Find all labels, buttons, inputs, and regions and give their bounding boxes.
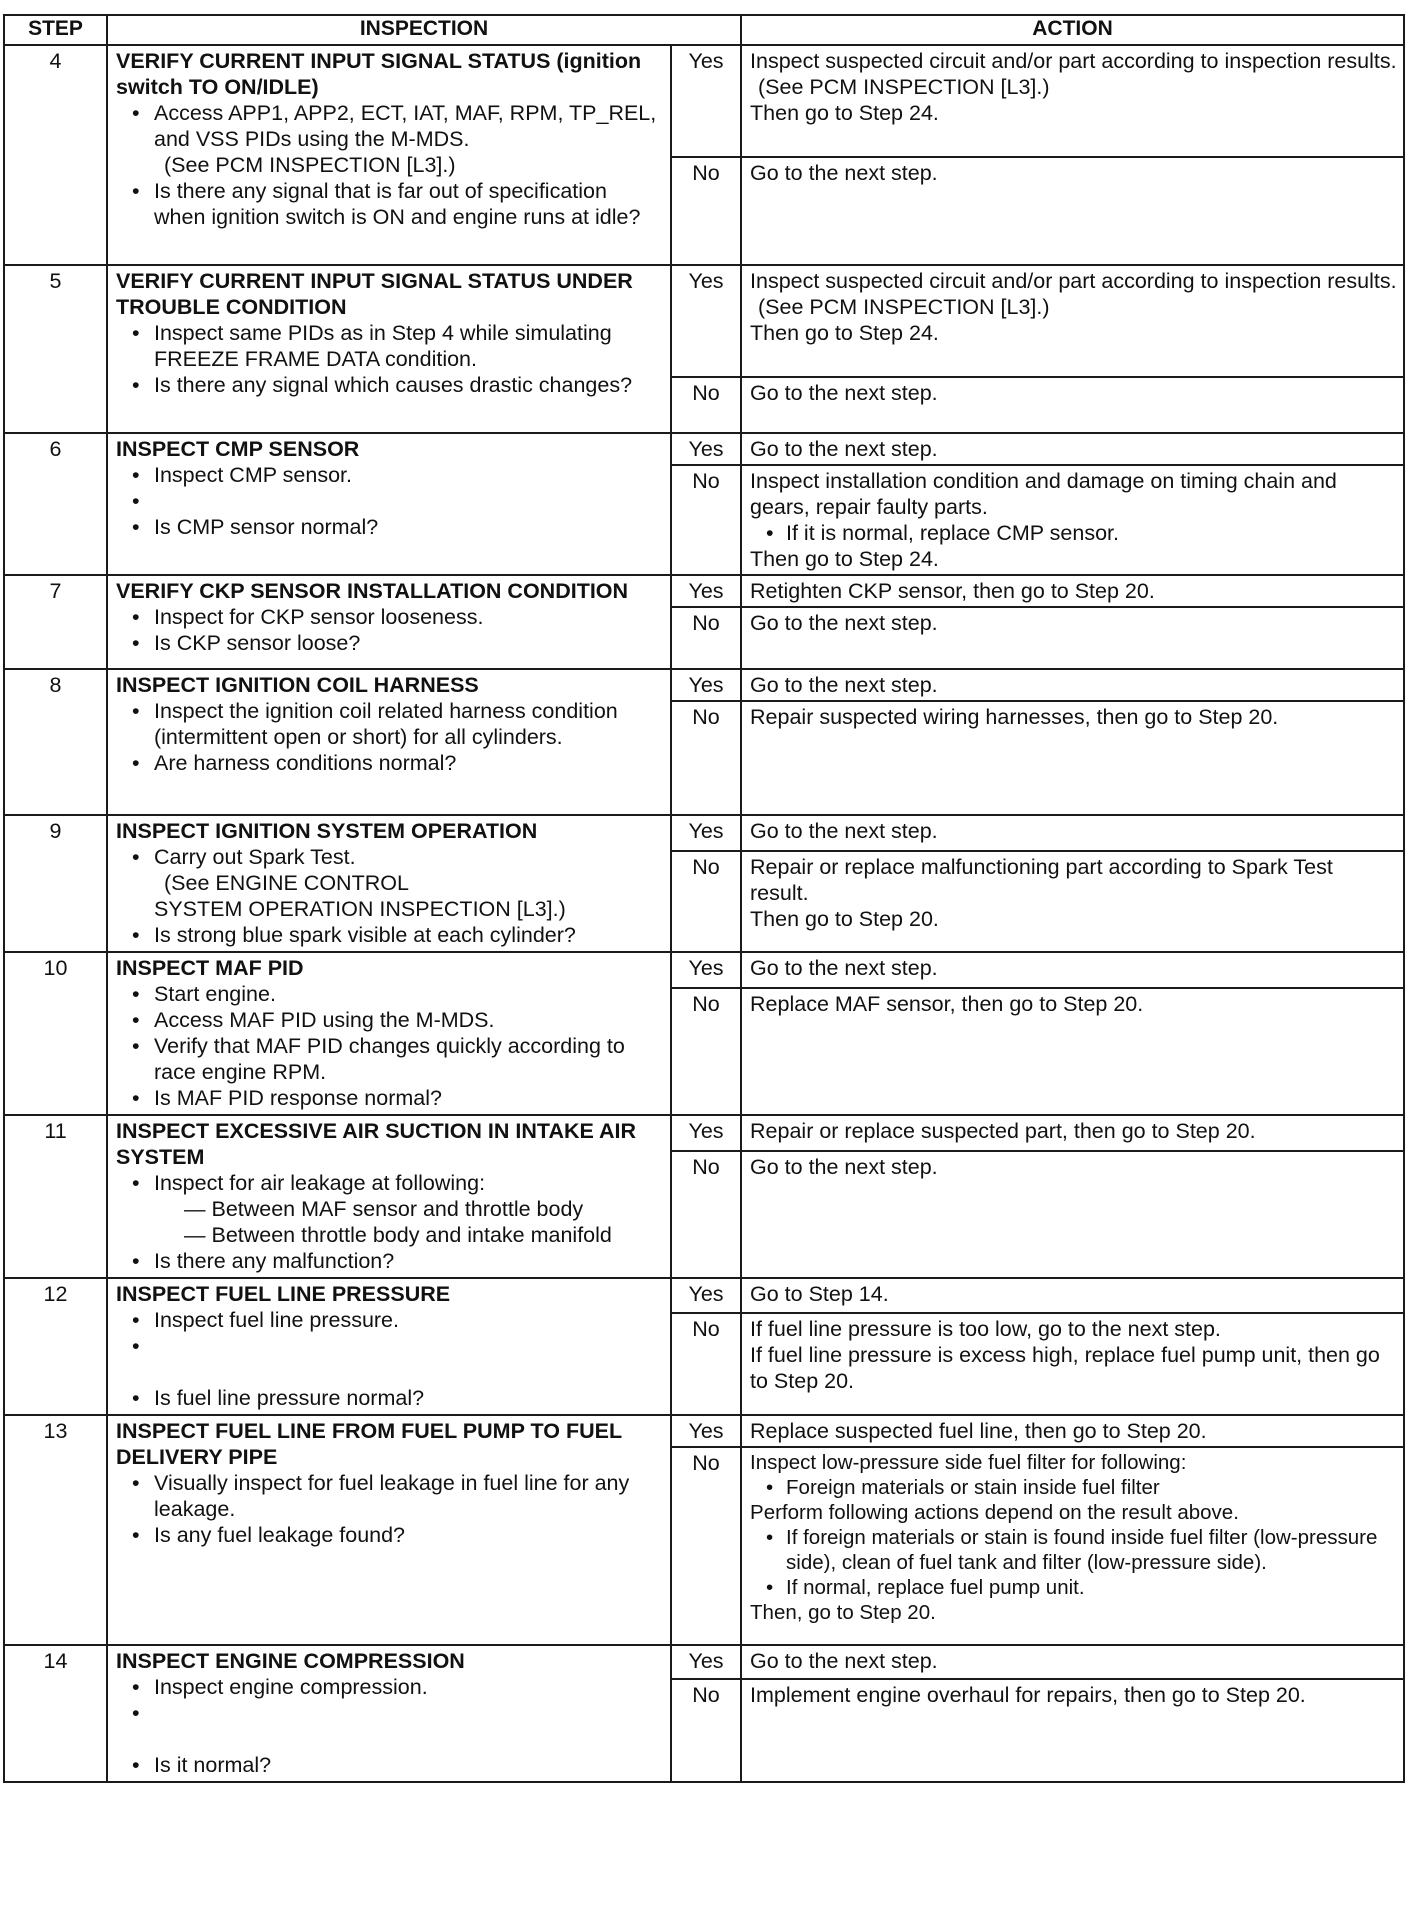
table-row — [4, 265, 1404, 377]
reference: (See PCM INSPECTION [L3].) — [758, 295, 1050, 319]
no-label: No — [671, 1447, 741, 1645]
step-title: INSPECT MAF PID — [116, 956, 304, 980]
no-action: If fuel line pressure is too low, go to the next step. If fuel line pressure is excess high, replace fuel pump unit, then go to Step 20. — [741, 1313, 1404, 1415]
inspection-question: • Is it normal? — [116, 1752, 664, 1778]
step-number: 13 — [4, 1415, 107, 1645]
action-bullet: • If foreign materials or stain is found inside fuel filter (low-pressure side), clean of fuel tank and filter (low-pressure side). — [750, 1525, 1397, 1575]
yes-label: Yes — [671, 575, 741, 607]
inspection-cell — [107, 45, 671, 265]
yes-action: Go to the next step. — [741, 815, 1404, 851]
inspection-question: • Is there any signal which causes drastic changes? — [116, 372, 664, 398]
action-bullet: • If normal, replace fuel pump unit. — [750, 1575, 1397, 1600]
yes-action: Go to the next step. — [741, 1645, 1404, 1679]
no-label: No — [671, 377, 741, 433]
inspection-cell — [107, 1645, 671, 1782]
step-number: 6 — [4, 433, 107, 575]
inspection-bullet: • Verify that MAF PID changes quickly according to race engine RPM. — [116, 1033, 664, 1085]
no-label: No — [671, 465, 741, 575]
inspection-question: • Is any fuel leakage found? — [116, 1522, 664, 1548]
inspection-cell — [107, 1115, 671, 1278]
yes-action: Go to the next step. — [741, 433, 1404, 465]
no-action: Repair or replace malfunctioning part according to Spark Test result. Then go to Step 20. — [741, 851, 1404, 952]
inspection-cell — [107, 669, 671, 815]
reference: SYSTEM OPERATION INSPECTION [L3].) — [154, 897, 566, 921]
step-title: INSPECT FUEL LINE FROM FUEL PUMP TO FUEL DELIVERY PIPE — [116, 1419, 622, 1469]
inspection-question: • Is CMP sensor normal? — [116, 514, 664, 540]
inspection-cell — [107, 815, 671, 952]
yes-label: Yes — [671, 45, 741, 157]
yes-action: Inspect suspected circuit and/or part according to inspection results. (See PCM INSPECTION [L3].) Then go to Step 24. — [741, 265, 1404, 377]
inspection-bullet: • Inspect same PIDs as in Step 4 while simulating FREEZE FRAME DATA condition. — [116, 320, 664, 372]
inspection-bullet: • Inspect CMP sensor. — [116, 462, 664, 488]
inspection-bullet: • Access APP1, APP2, ECT, IAT, MAF, RPM, TP_REL, and VSS PIDs using the M-MDS. (See PCM INSPECTION [L3].) — [116, 100, 664, 178]
no-action: Replace MAF sensor, then go to Step 20. — [741, 988, 1404, 1115]
inspection-question: • Is CKP sensor loose? — [116, 630, 664, 656]
yes-label: Yes — [671, 952, 741, 988]
inspection-cell — [107, 952, 671, 1115]
yes-label: Yes — [671, 1415, 741, 1447]
inspection-bullet: • Inspect for CKP sensor looseness. — [116, 604, 664, 630]
yes-action: Go to the next step. — [741, 669, 1404, 701]
inspection-bullet: • Access MAF PID using the M-MDS. — [116, 1007, 664, 1033]
yes-label: Yes — [671, 265, 741, 377]
no-label: No — [671, 851, 741, 952]
action-bullet: • Foreign materials or stain inside fuel filter — [750, 1475, 1397, 1500]
table-row — [4, 952, 1404, 988]
inspection-bullet: • Carry out Spark Test. (See ENGINE CONTROL SYSTEM OPERATION INSPECTION [L3].) — [116, 844, 664, 922]
table-header-row — [4, 15, 1404, 45]
step-title: VERIFY CURRENT INPUT SIGNAL STATUS (ignition switch TO ON/IDLE) — [116, 49, 642, 99]
step-title: INSPECT ENGINE COMPRESSION — [116, 1649, 465, 1673]
step-number: 5 — [4, 265, 107, 433]
reference: (See PCM INSPECTION [L3].) — [164, 153, 456, 177]
reference: (See PCM INSPECTION [L3].) — [758, 75, 1050, 99]
no-label: No — [671, 1679, 741, 1782]
step-number: 7 — [4, 575, 107, 669]
action-bullet: • If it is normal, replace CMP sensor. — [750, 520, 1397, 546]
yes-label: Yes — [671, 1278, 741, 1313]
no-label: No — [671, 1313, 741, 1415]
table-row — [4, 1115, 1404, 1151]
reference: (See ENGINE CONTROL — [164, 871, 409, 895]
no-action: Go to the next step. — [741, 1151, 1404, 1278]
table-row — [4, 1645, 1404, 1679]
header-step: STEP — [4, 15, 107, 45]
step-title: INSPECT CMP SENSOR — [116, 437, 360, 461]
step-number: 14 — [4, 1645, 107, 1782]
table-row — [4, 575, 1404, 607]
yes-label: Yes — [671, 815, 741, 851]
inspection-cell — [107, 433, 671, 575]
yes-action: Retighten CKP sensor, then go to Step 20. — [741, 575, 1404, 607]
no-action: Inspect low-pressure side fuel filter for following: • Foreign materials or stain inside fuel filter Perform following actions depend on the result above. • If foreign materials or stain is found inside fuel filter (low-pressure side), clean of fuel tank and filter (low-pressure side). • If normal, replace fuel pump unit. Then, go to Step 20. — [741, 1447, 1404, 1645]
yes-label: Yes — [671, 669, 741, 701]
no-action: Inspect installation condition and damage on timing chain and gears, repair faulty parts. • If it is normal, replace CMP sensor. Then go to Step 24. — [741, 465, 1404, 575]
step-number: 11 — [4, 1115, 107, 1278]
inspection-bullet: • Inspect engine compression. — [116, 1674, 664, 1700]
table-row — [4, 1415, 1404, 1447]
yes-action: Replace suspected fuel line, then go to Step 20. — [741, 1415, 1404, 1447]
dash-item: — Between MAF sensor and throttle body — [184, 1197, 584, 1221]
yes-label: Yes — [671, 433, 741, 465]
step-number: 4 — [4, 45, 107, 265]
inspection-bullet: • Inspect the ignition coil related harness condition (intermittent open or short) for all cylinders. — [116, 698, 664, 750]
step-number: 9 — [4, 815, 107, 952]
inspection-question: • Is strong blue spark visible at each cylinder? — [116, 922, 664, 948]
yes-label: Yes — [671, 1645, 741, 1679]
step-title: INSPECT EXCESSIVE AIR SUCTION IN INTAKE AIR SYSTEM — [116, 1119, 637, 1169]
table-row — [4, 1278, 1404, 1313]
yes-action: Inspect suspected circuit and/or part according to inspection results. (See PCM INSPECTION [L3].) Then go to Step 24. — [741, 45, 1404, 157]
yes-action: Go to Step 14. — [741, 1278, 1404, 1313]
inspection-question: • Are harness conditions normal? — [116, 750, 664, 776]
table-row — [4, 45, 1404, 157]
table-row — [4, 669, 1404, 701]
step-title: VERIFY CKP SENSOR INSTALLATION CONDITION — [116, 579, 629, 603]
step-number: 10 — [4, 952, 107, 1115]
inspection-question: • Is there any signal that is far out of specification when ignition switch is ON and engine runs at idle? — [116, 178, 664, 230]
no-action: Go to the next step. — [741, 377, 1404, 433]
step-title: INSPECT IGNITION COIL HARNESS — [116, 673, 479, 697]
inspection-cell — [107, 1278, 671, 1415]
inspection-question: • Is MAF PID response normal? — [116, 1085, 664, 1111]
inspection-cell — [107, 265, 671, 433]
troubleshooting-sheet — [3, 14, 1403, 1783]
no-label: No — [671, 607, 741, 669]
table-row — [4, 433, 1404, 465]
step-title: VERIFY CURRENT INPUT SIGNAL STATUS UNDER TROUBLE CONDITION — [116, 269, 633, 319]
no-label: No — [671, 988, 741, 1115]
dash-item: — Between throttle body and intake manifold — [184, 1223, 612, 1247]
step-title: INSPECT IGNITION SYSTEM OPERATION — [116, 819, 538, 843]
step-title: INSPECT FUEL LINE PRESSURE — [116, 1282, 451, 1306]
no-action: Go to the next step. — [741, 607, 1404, 669]
header-action: ACTION — [741, 15, 1404, 45]
inspection-bullet: • Start engine. — [116, 981, 664, 1007]
no-label: No — [671, 1151, 741, 1278]
no-label: No — [671, 157, 741, 265]
inspection-question: • Is fuel line pressure normal? — [116, 1385, 664, 1411]
diagnostic-table — [3, 14, 1405, 1783]
yes-action: Go to the next step. — [741, 952, 1404, 988]
no-action: Implement engine overhaul for repairs, then go to Step 20. — [741, 1679, 1404, 1782]
no-action: Repair suspected wiring harnesses, then go to Step 20. — [741, 701, 1404, 815]
yes-action: Repair or replace suspected part, then go to Step 20. — [741, 1115, 1404, 1151]
inspection-cell — [107, 575, 671, 669]
inspection-bullet: • Inspect fuel line pressure. — [116, 1307, 664, 1333]
no-label: No — [671, 701, 741, 815]
inspection-question: • Is there any malfunction? — [116, 1248, 664, 1274]
inspection-bullet: • Inspect for air leakage at following: — Between MAF sensor and throttle body — Between throttle body and intake manifold — [116, 1170, 664, 1248]
yes-label: Yes — [671, 1115, 741, 1151]
step-number: 8 — [4, 669, 107, 815]
inspection-bullet: • Visually inspect for fuel leakage in fuel line for any leakage. — [116, 1470, 664, 1522]
no-action: Go to the next step. — [741, 157, 1404, 265]
table-row — [4, 815, 1404, 851]
step-number: 12 — [4, 1278, 107, 1415]
inspection-cell — [107, 1415, 671, 1645]
header-inspection: INSPECTION — [107, 15, 741, 45]
